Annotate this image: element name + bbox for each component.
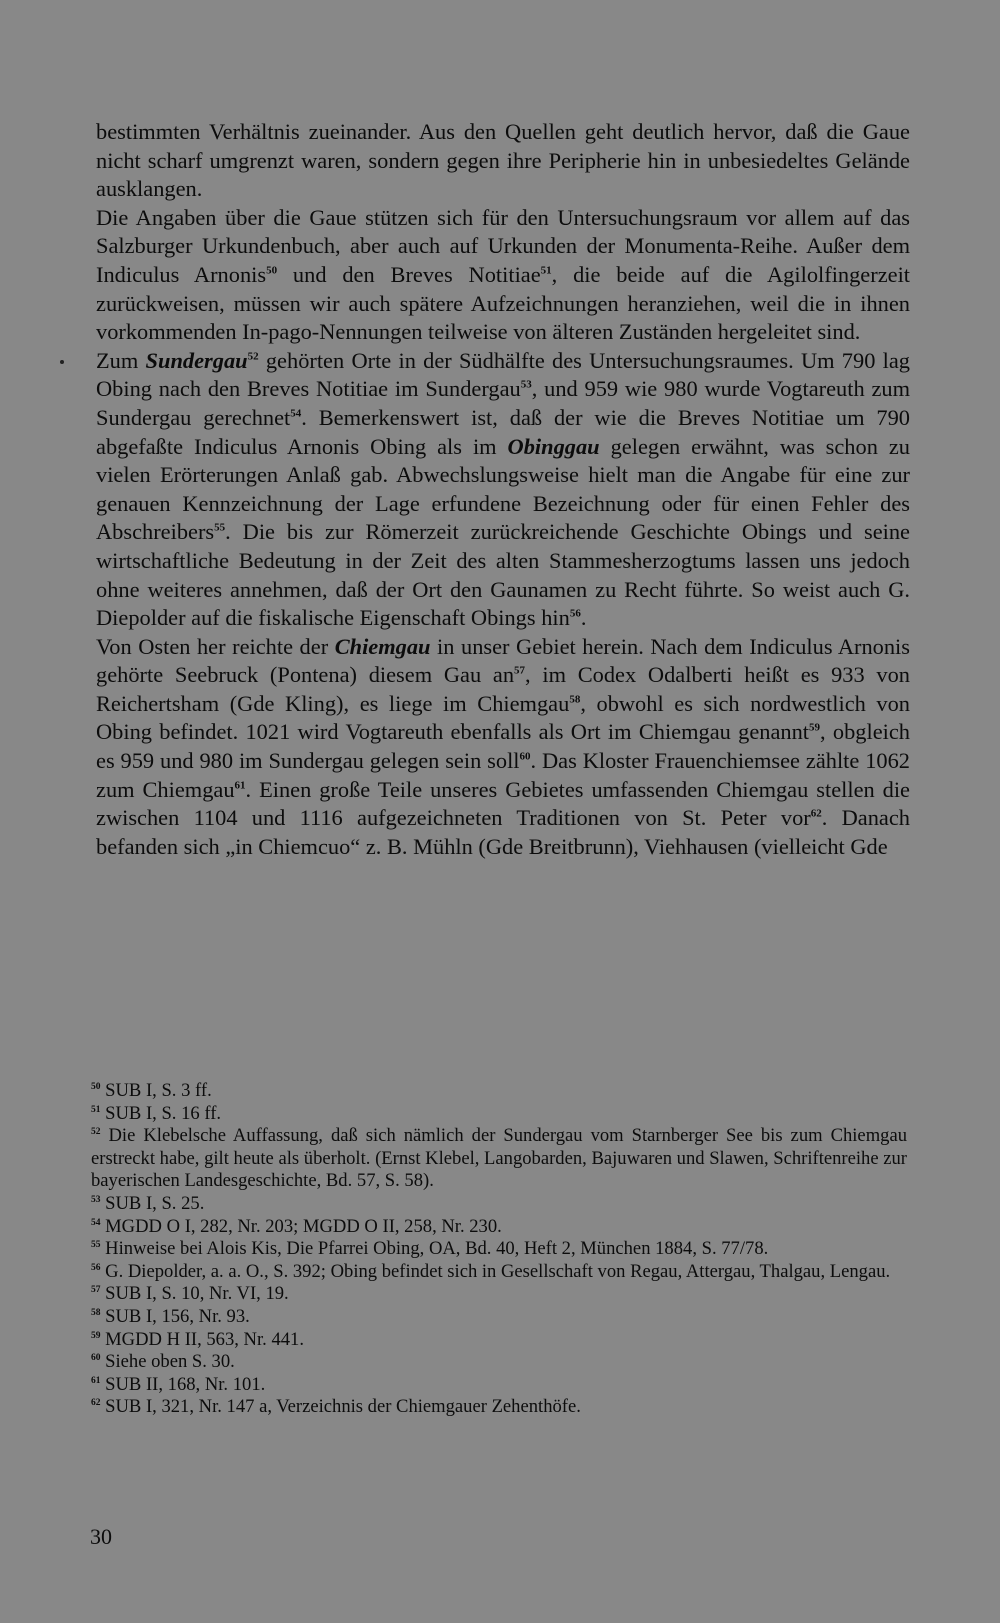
text-run: , obwohl es sich nordwestlich von Obing befindet. 1021 wird Vogtareuth ebenfalls als Ort im Chiemgau genannt [96, 690, 910, 745]
italic-term: Chiemgau [334, 633, 431, 659]
footnote-text: MGDD H II, 563, Nr. 441. [100, 1328, 304, 1350]
footnote-ref: 55 [214, 521, 226, 534]
footnote-ref: 60 [519, 750, 531, 763]
text-run: in unser Gebiet herein. Nach dem Indiculus Arnonis gehörte Seebruck (Pontena) diesem Gau an [96, 633, 910, 688]
text-run: und den Breves Notitiae [277, 261, 541, 287]
body-text [96, 118, 910, 861]
footnote [91, 1261, 907, 1284]
footnote-ref: 61 [234, 779, 246, 792]
footnote-number: 51 [91, 1104, 101, 1115]
footnote [91, 1080, 907, 1103]
footnote-number: 53 [91, 1194, 101, 1205]
footnote-text: SUB I, S. 3 ff. [100, 1080, 212, 1101]
footnote [91, 1351, 907, 1374]
text-run: , die beide auf die Agilolfingerzeit zurückweisen, müssen wir auch spätere Aufzeichnungen heranziehen, weil die in ihnen vorkommenden In-pago-Nennungen teilweise von älteren Zuständen hergeleitet sind. [96, 261, 911, 345]
footnote-ref: 56 [569, 607, 581, 620]
footnote-text: SUB I, S. 16 ff. [100, 1102, 222, 1124]
footnote [91, 1216, 907, 1239]
text-run: . [580, 605, 587, 631]
footnote-text: SUB II, 168, Nr. 101. [100, 1373, 266, 1395]
footnote-text: SUB I, 321, Nr. 147 a, Verzeichnis der Chiemgauer Zehenthöfe. [100, 1396, 581, 1418]
italic-term: Obinggau [507, 433, 600, 459]
text-run: . Danach befanden sich „in Chiemcuo“ z. B. Mühln (Gde Breitbrunn), Viehhausen (vielleicht Gde [96, 805, 910, 859]
text-run: . Die bis zur Römerzeit zurückreichende Geschichte Obings und seine wirtschaftliche Bedeutung in der Zeit des alten Stammesherzogtums lassen uns jedoch ohne weiteres annehmen, daß der Ort den Gaunamen zu Recht führte. So weist auch G. Diepolder auf die fiskalische Eigenschaft Obings hin [96, 519, 910, 631]
footnote-ref: 52 [247, 350, 259, 363]
margin-mark [60, 360, 64, 364]
footnote-ref: 58 [569, 693, 581, 706]
footnote [91, 1103, 907, 1126]
footnote-number: 50 [91, 1081, 101, 1092]
footnote-number: 56 [91, 1262, 101, 1273]
footnote-text: Siehe oben S. 30. [100, 1351, 235, 1373]
footnote-ref: 53 [520, 378, 532, 391]
footnote-text: G. Diepolder, a. a. O., S. 392; Obing befindet sich in Gesellschaft von Regau, Attergau, Thalgau, Lengau. [100, 1260, 891, 1282]
footnote-number: 62 [91, 1398, 101, 1409]
footnote [91, 1374, 907, 1397]
footnote [91, 1193, 907, 1216]
paragraph [96, 633, 910, 862]
footnotes [91, 1080, 907, 1419]
footnote [91, 1329, 907, 1352]
text-run: bestimmten Verhältnis zueinander. Aus den Quellen geht deutlich hervor, daß die Gaue nicht scharf umgrenzt waren, sondern gegen ihre Peripherie hin in unbesiedeltes Gelände ausklangen. [96, 119, 910, 202]
footnote-number: 58 [91, 1307, 101, 1318]
footnote-text: MGDD O I, 282, Nr. 203; MGDD O II, 258, Nr. 230. [100, 1215, 502, 1237]
footnote [91, 1396, 907, 1419]
footnote-ref: 62 [810, 807, 822, 820]
footnote-ref: 50 [266, 264, 278, 277]
paragraph [96, 204, 910, 347]
footnote-number: 61 [91, 1375, 101, 1386]
footnote-number: 57 [91, 1285, 101, 1296]
footnote-ref: 51 [540, 264, 552, 277]
text-run: , im Codex Odalberti heißt es 933 von Reichertsham (Gde Kling), es liege im Chiemgau [96, 662, 911, 716]
text-run: , und 959 wie 980 wurde Vogtareuth zum Sundergau gerechnet [96, 376, 910, 430]
page-number: 30 [90, 1524, 112, 1549]
text-run: . Bemerkenswert ist, daß der wie die Breves Notitiae um 790 abgefaßte Indiculus Arnonis Obing als im [96, 404, 910, 459]
footnote-number: 59 [91, 1330, 101, 1341]
footnote [91, 1306, 907, 1329]
text-run: Die Angaben über die Gaue stützen sich für den Untersuchungsraum vor allem auf das Salzburger Urkundenbuch, aber auch auf Urkunden der Monumenta-Reihe. Außer dem Indiculus Arnonis [96, 204, 910, 287]
text-run: . Das Kloster Frauenchiemsee zählte 1062 zum Chiemgau [96, 748, 910, 802]
footnote-number: 54 [91, 1217, 101, 1228]
footnote [91, 1125, 907, 1193]
text-run: gelegen erwähnt, was schon zu vielen Erörterungen Anlaß gab. Abwechslungsweise hielt man die Angabe für eine zur genauen Kennzeichnung der Lage erfundene Bezeichnung oder für einen Fehler des Abschreibers [96, 433, 910, 545]
footnote-text: SUB I, S. 25. [100, 1192, 205, 1214]
footnote-text: SUB I, 156, Nr. 93. [100, 1305, 250, 1327]
footnote-ref: 54 [290, 407, 302, 420]
text-run: Von Osten her reichte der [96, 633, 335, 659]
text-run: , obgleich es 959 und 980 im Sundergau gelegen sein soll [96, 719, 910, 774]
footnote-number: 60 [91, 1352, 101, 1363]
footnote-ref: 59 [809, 722, 821, 734]
footnote-text: Die Klebelsche Auffassung, daß sich nämlich der Sundergau vom Starnberger See bis zum Chiemgau erstreckt habe, gilt heute als überholt. (Ernst Klebel, Langobarden, Bajuwaren und Slawen, Schriftenreihe zur bayerischen Landesgeschichte, Bd. 57, S. 58). [91, 1125, 907, 1192]
paragraph [96, 118, 910, 204]
footnote [91, 1238, 907, 1261]
text-run: Zum [96, 347, 146, 373]
text-run: gehörten Orte in der Südhälfte des Untersuchungsraumes. Um 790 lag Obing nach den Breves Notitiae im Sundergau [96, 347, 910, 402]
footnote [91, 1283, 907, 1306]
footnote-text: Hinweise bei Alois Kis, Die Pfarrei Obing, OA, Bd. 40, Heft 2, München 1884, S. 77/78. [100, 1238, 769, 1260]
footnote-number: 52 [91, 1127, 101, 1137]
footnote-text: SUB I, S. 10, Nr. VI, 19. [100, 1283, 289, 1305]
italic-term: Sundergau [145, 347, 248, 373]
text-run: . Einen große Teile unseres Gebietes umfassenden Chiemgau stellen die zwischen 1104 und 1116 aufgezeichneten Traditionen von St. Peter vor [96, 776, 910, 831]
footnote-number: 55 [91, 1239, 101, 1250]
footnote-ref: 57 [514, 664, 526, 677]
paragraph [96, 347, 910, 633]
